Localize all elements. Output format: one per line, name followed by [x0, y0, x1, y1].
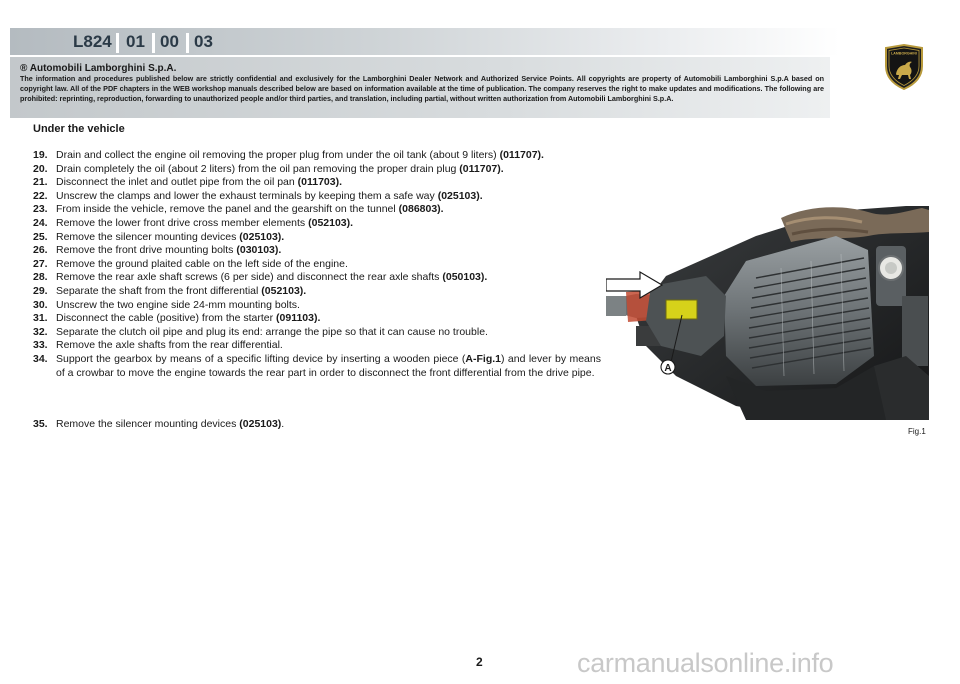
- notice-title: ® Automobili Lamborghini S.p.A.: [20, 63, 177, 74]
- notice-body: The information and procedures published below are strictly confidential and exclusively for the Lamborghini Dealer Network and Authorized Service Points. All copyrights are property of Automobili Lamborghini S.p.A based on copyright law. All of the PDF chapters in the WEB workshop manuals described below are based on information available at the time of publication. The company reserves the right to make updates and modifications. The following are prohibited: reprinting, reproduction, forwarding to unauthorized people and/or third parties, and translation, including partial, without written authorization from Automobili Lamborghini S.p.A.: [20, 74, 824, 103]
- page-number: 2: [476, 655, 483, 669]
- manual-code-group: 01: [126, 32, 145, 51]
- manual-code-subgroup: 00: [160, 32, 179, 51]
- section-title: Under the vehicle: [33, 123, 125, 135]
- code-separator: [116, 33, 119, 53]
- engine-gearbox-figure: [606, 206, 929, 420]
- code-separator: [152, 33, 155, 53]
- manual-code-model: L824: [73, 32, 112, 51]
- figure-caption: Fig.1: [908, 427, 926, 436]
- code-separator: [186, 33, 189, 53]
- watermark: carmanualsonline.info: [577, 648, 834, 678]
- lamborghini-logo-icon: [884, 44, 924, 90]
- manual-code-section: 03: [194, 32, 213, 51]
- figure-label-a: A: [664, 363, 672, 374]
- svg-text:LAMBORGHINI: LAMBORGHINI: [891, 51, 917, 56]
